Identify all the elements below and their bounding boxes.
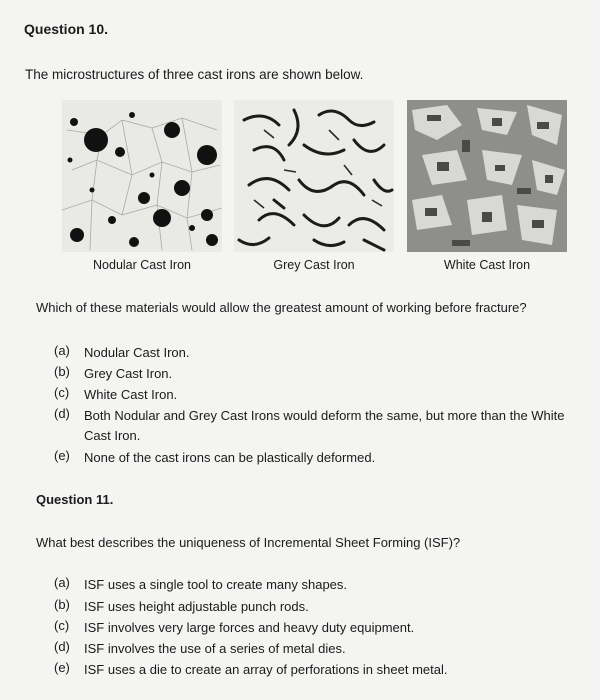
q10-option-b-letter: (b) <box>54 364 70 379</box>
q11-option-a-letter: (a) <box>54 575 70 590</box>
grey-micrograph <box>234 100 394 252</box>
q11-option-c-text: ISF involves very large forces and heavy duty equipment. <box>84 620 415 635</box>
q10-option-c-letter: (c) <box>54 385 70 400</box>
q11-option-a-text: ISF uses a single tool to create many shapes. <box>84 577 348 592</box>
caption-nodular: Nodular Cast Iron <box>93 258 191 272</box>
microstructure-figure <box>62 100 567 272</box>
q10-option-d-letter: (d) <box>54 406 70 421</box>
q10-option-a-letter: (a) <box>54 343 70 358</box>
question-11-prompt: What best describes the uniqueness of Incremental Sheet Forming (ISF)? <box>36 535 461 550</box>
question-10-prompt: Which of these materials would allow the greatest amount of working before fracture? <box>36 300 527 315</box>
q11-option-e-text: ISF uses a die to create an array of perforations in sheet metal. <box>84 662 448 677</box>
question-10-heading: Question 10. <box>24 21 109 37</box>
q10-option-e-letter: (e) <box>54 448 70 463</box>
q11-option-b-letter: (b) <box>54 597 70 612</box>
q10-option-c-text: White Cast Iron. <box>84 387 178 402</box>
nodular-micrograph <box>62 100 222 252</box>
white-micrograph <box>407 100 567 252</box>
question-10-intro: The microstructures of three cast irons are shown below. <box>25 67 364 82</box>
question-11-heading: Question 11. <box>36 492 114 507</box>
q10-option-d-text: Both Nodular and Grey Cast Irons would deform the same, but more than the White Cast Iron. <box>84 408 565 443</box>
q11-option-d-letter: (d) <box>54 639 70 654</box>
caption-white: White Cast Iron <box>443 258 531 272</box>
q11-option-e-letter: (e) <box>54 660 70 675</box>
q10-option-a-text: Nodular Cast Iron. <box>84 345 190 360</box>
caption-grey: Grey Cast Iron <box>273 258 355 272</box>
q11-option-b-text: ISF uses height adjustable punch rods. <box>84 599 309 614</box>
q11-option-d-text: ISF involves the use of a series of metal dies. <box>84 641 346 656</box>
q11-option-c-letter: (c) <box>54 618 70 633</box>
q10-option-e-text: None of the cast irons can be plastically deformed. <box>84 450 376 465</box>
q10-option-b-text: Grey Cast Iron. <box>84 366 173 381</box>
